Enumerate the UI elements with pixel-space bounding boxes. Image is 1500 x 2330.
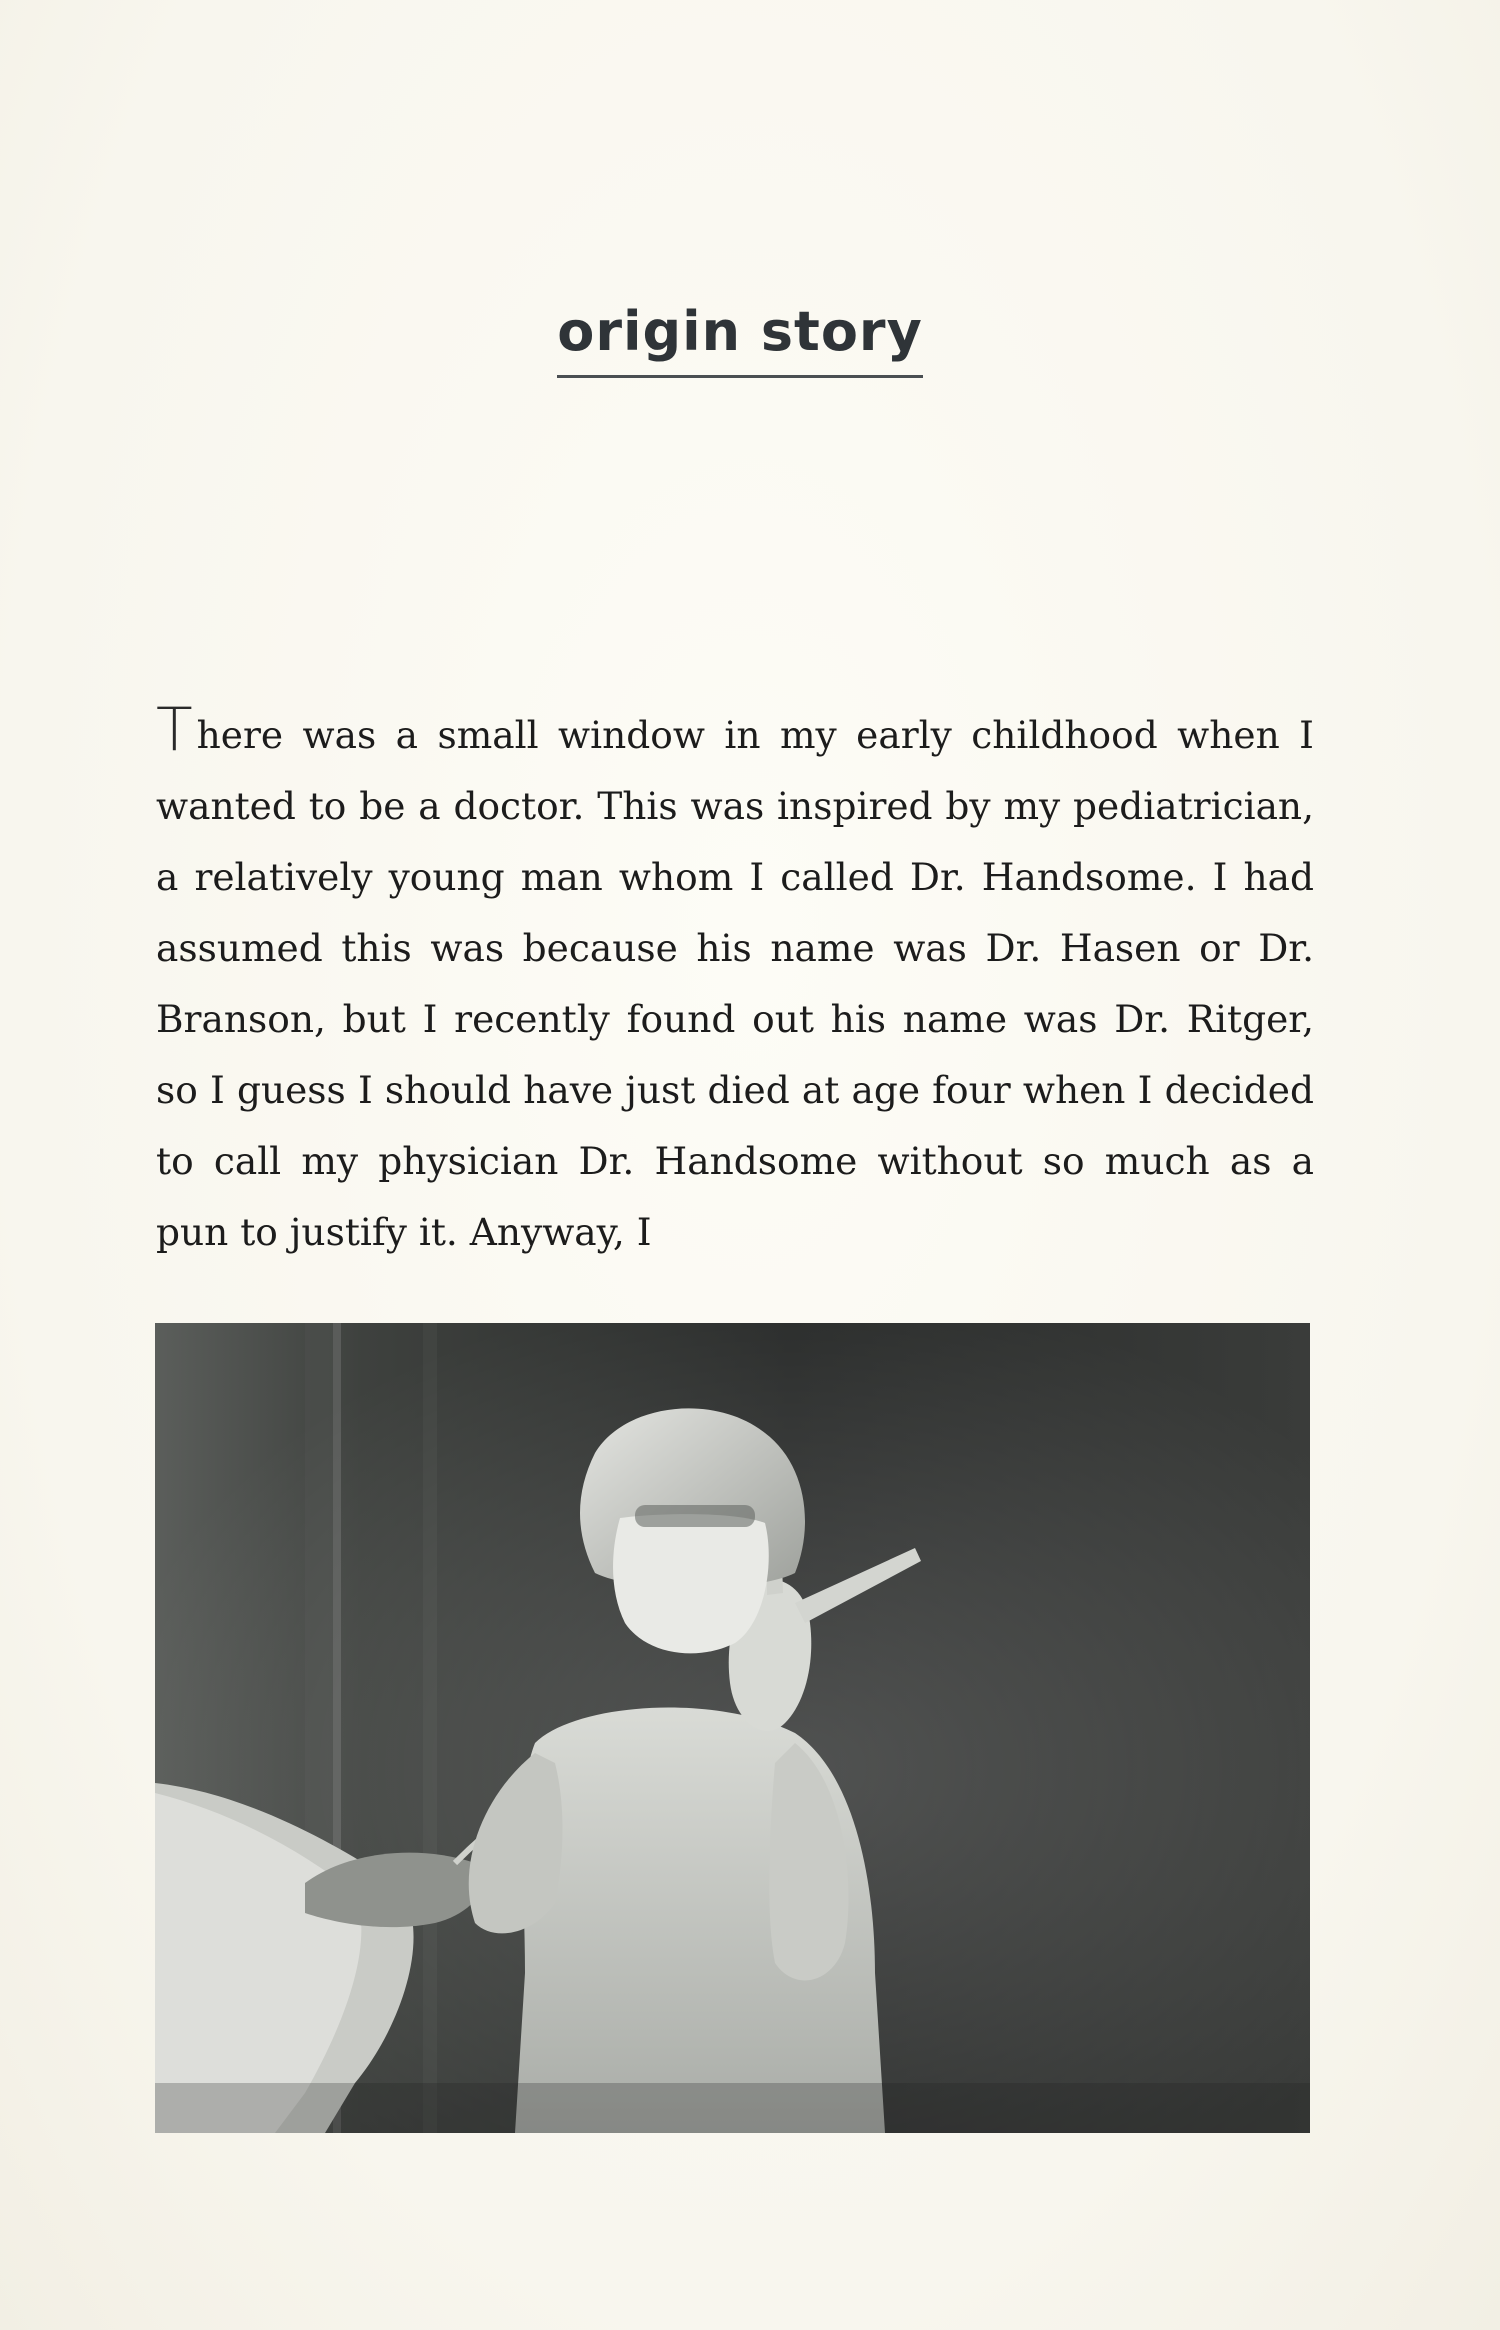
body-paragraph bbox=[156, 695, 1314, 1268]
child-in-surgical-cap-and-mask-photo bbox=[155, 1323, 1310, 2133]
chapter-title-text: origin story bbox=[557, 300, 923, 378]
chapter-title bbox=[0, 300, 1480, 378]
drop-cap: T bbox=[156, 695, 193, 765]
body-paragraph-text: here was a small window in my early childhood when I wanted to be a doctor. This was inspired by my pediatrician, a relatively young man whom I called Dr. Handsome. I had assumed this was because his name was Dr. Hasen or Dr. Branson, but I recently found out his name was Dr. Ritger, so I guess I should have just died at age four when I decided to call my physician Dr. Handsome without so much as a pun to justify it. Anyway, I bbox=[156, 713, 1314, 1254]
